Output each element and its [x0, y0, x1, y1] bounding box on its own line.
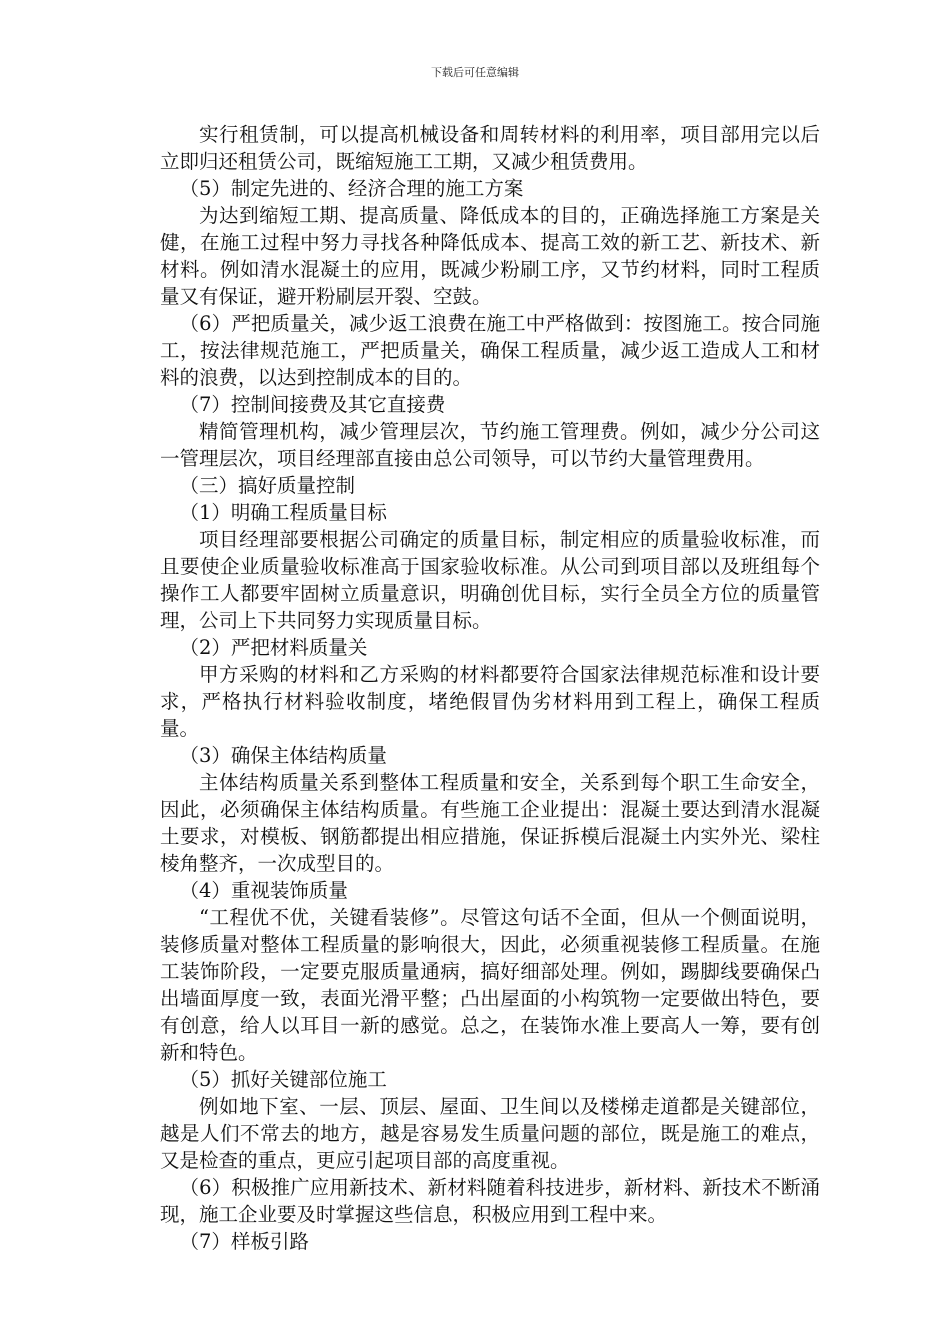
paragraph: 项目经理部要根据公司确定的质量目标，制定相应的质量验收标准，而且要使企业质量验收标准高于国家验收标准。从公司到项目部以及班组每个操作工人都要牢固树立质量意识，明确创优目标，实行全员全方位的质量管理，公司上下共同努力实现质量目标。	[160, 528, 820, 632]
paragraph: 主体结构质量关系到整体工程质量和安全，关系到每个职工生命安全，因此，必须确保主体结构质量。有些施工企业提出：混凝土要达到清水混凝土要求，对模板、钢筋都提出相应措施，保证拆模后混凝土内实外光、梁柱棱角整齐，一次成型目的。	[160, 771, 820, 875]
paragraph: （7）样板引路	[179, 1230, 309, 1253]
document-body	[160, 121, 820, 1255]
paragraph: （5）制定先进的、经济合理的施工方案	[179, 177, 524, 200]
paragraph: （5）抓好关键部位施工	[179, 1068, 387, 1091]
paragraph: 精简管理机构，减少管理层次，节约施工管理费。例如，减少分公司这一管理层次，项目经理部直接由总公司领导，可以节约大量管理费用。	[160, 420, 820, 470]
paragraph: （7）控制间接费及其它直接费	[179, 393, 446, 416]
paragraph: “工程优不优，关键看装修”。尽管这句话不全面，但从一个侧面说明，装修质量对整体工程质量的影响很大，因此，必须重视装修工程质量。在施工装饰阶段，一定要克服质量通病，搞好细部处理。例如，踢脚线要确保凸出墙面厚度一致，表面光滑平整；凸出屋面的小构筑物一定要做出特色，要有创意，给人以耳目一新的感觉。总之，在装饰水准上要高人一筹，要有创新和特色。	[160, 906, 820, 1064]
paragraph: （6）积极推广应用新技术、新材料随着科技进步，新材料、新技术不断涌现，施工企业要及时掌握这些信息，积极应用到工程中来。	[160, 1176, 820, 1226]
paragraph: 实行租赁制，可以提高机械设备和周转材料的利用率，项目部用完以后立即归还租赁公司，既缩短施工工期，又减少租赁费用。	[160, 123, 820, 173]
paragraph: （6）严把质量关，减少返工浪费在施工中严格做到：按图施工。按合同施工，按法律规范施工，严把质量关，确保工程质量，减少返工造成人工和材料的浪费，以达到控制成本的目的。	[160, 312, 820, 389]
paragraph: （4）重视装饰质量	[179, 879, 348, 902]
paragraph: 例如地下室、一层、顶层、屋面、卫生间以及楼梯走道都是关键部位，越是人们不常去的地方，越是容易发生质量问题的部位，既是施工的难点，又是检查的重点，更应引起项目部的高度重视。	[160, 1095, 820, 1172]
paragraph: 甲方采购的材料和乙方采购的材料都要符合国家法律规范标准和设计要求，严格执行材料验收制度，堵绝假冒伪劣材料用到工程上，确保工程质量。	[160, 663, 820, 740]
paragraph: （三）搞好质量控制	[179, 474, 356, 497]
paragraph: 为达到缩短工期、提高质量、降低成本的目的，正确选择施工方案是关健，在施工过程中努力寻找各种降低成本、提高工效的新工艺、新技术、新材料。例如清水混凝土的应用，既减少粉刷工序，又节约材料，同时工程质量又有保证，避开粉刷层开裂、空鼓。	[160, 204, 820, 308]
paragraph: （3）确保主体结构质量	[179, 744, 387, 767]
paragraph: （2）严把材料质量关	[179, 636, 368, 659]
header-note: 下载后可任意编辑	[431, 66, 519, 79]
paragraph: （1）明确工程质量目标	[179, 501, 387, 524]
